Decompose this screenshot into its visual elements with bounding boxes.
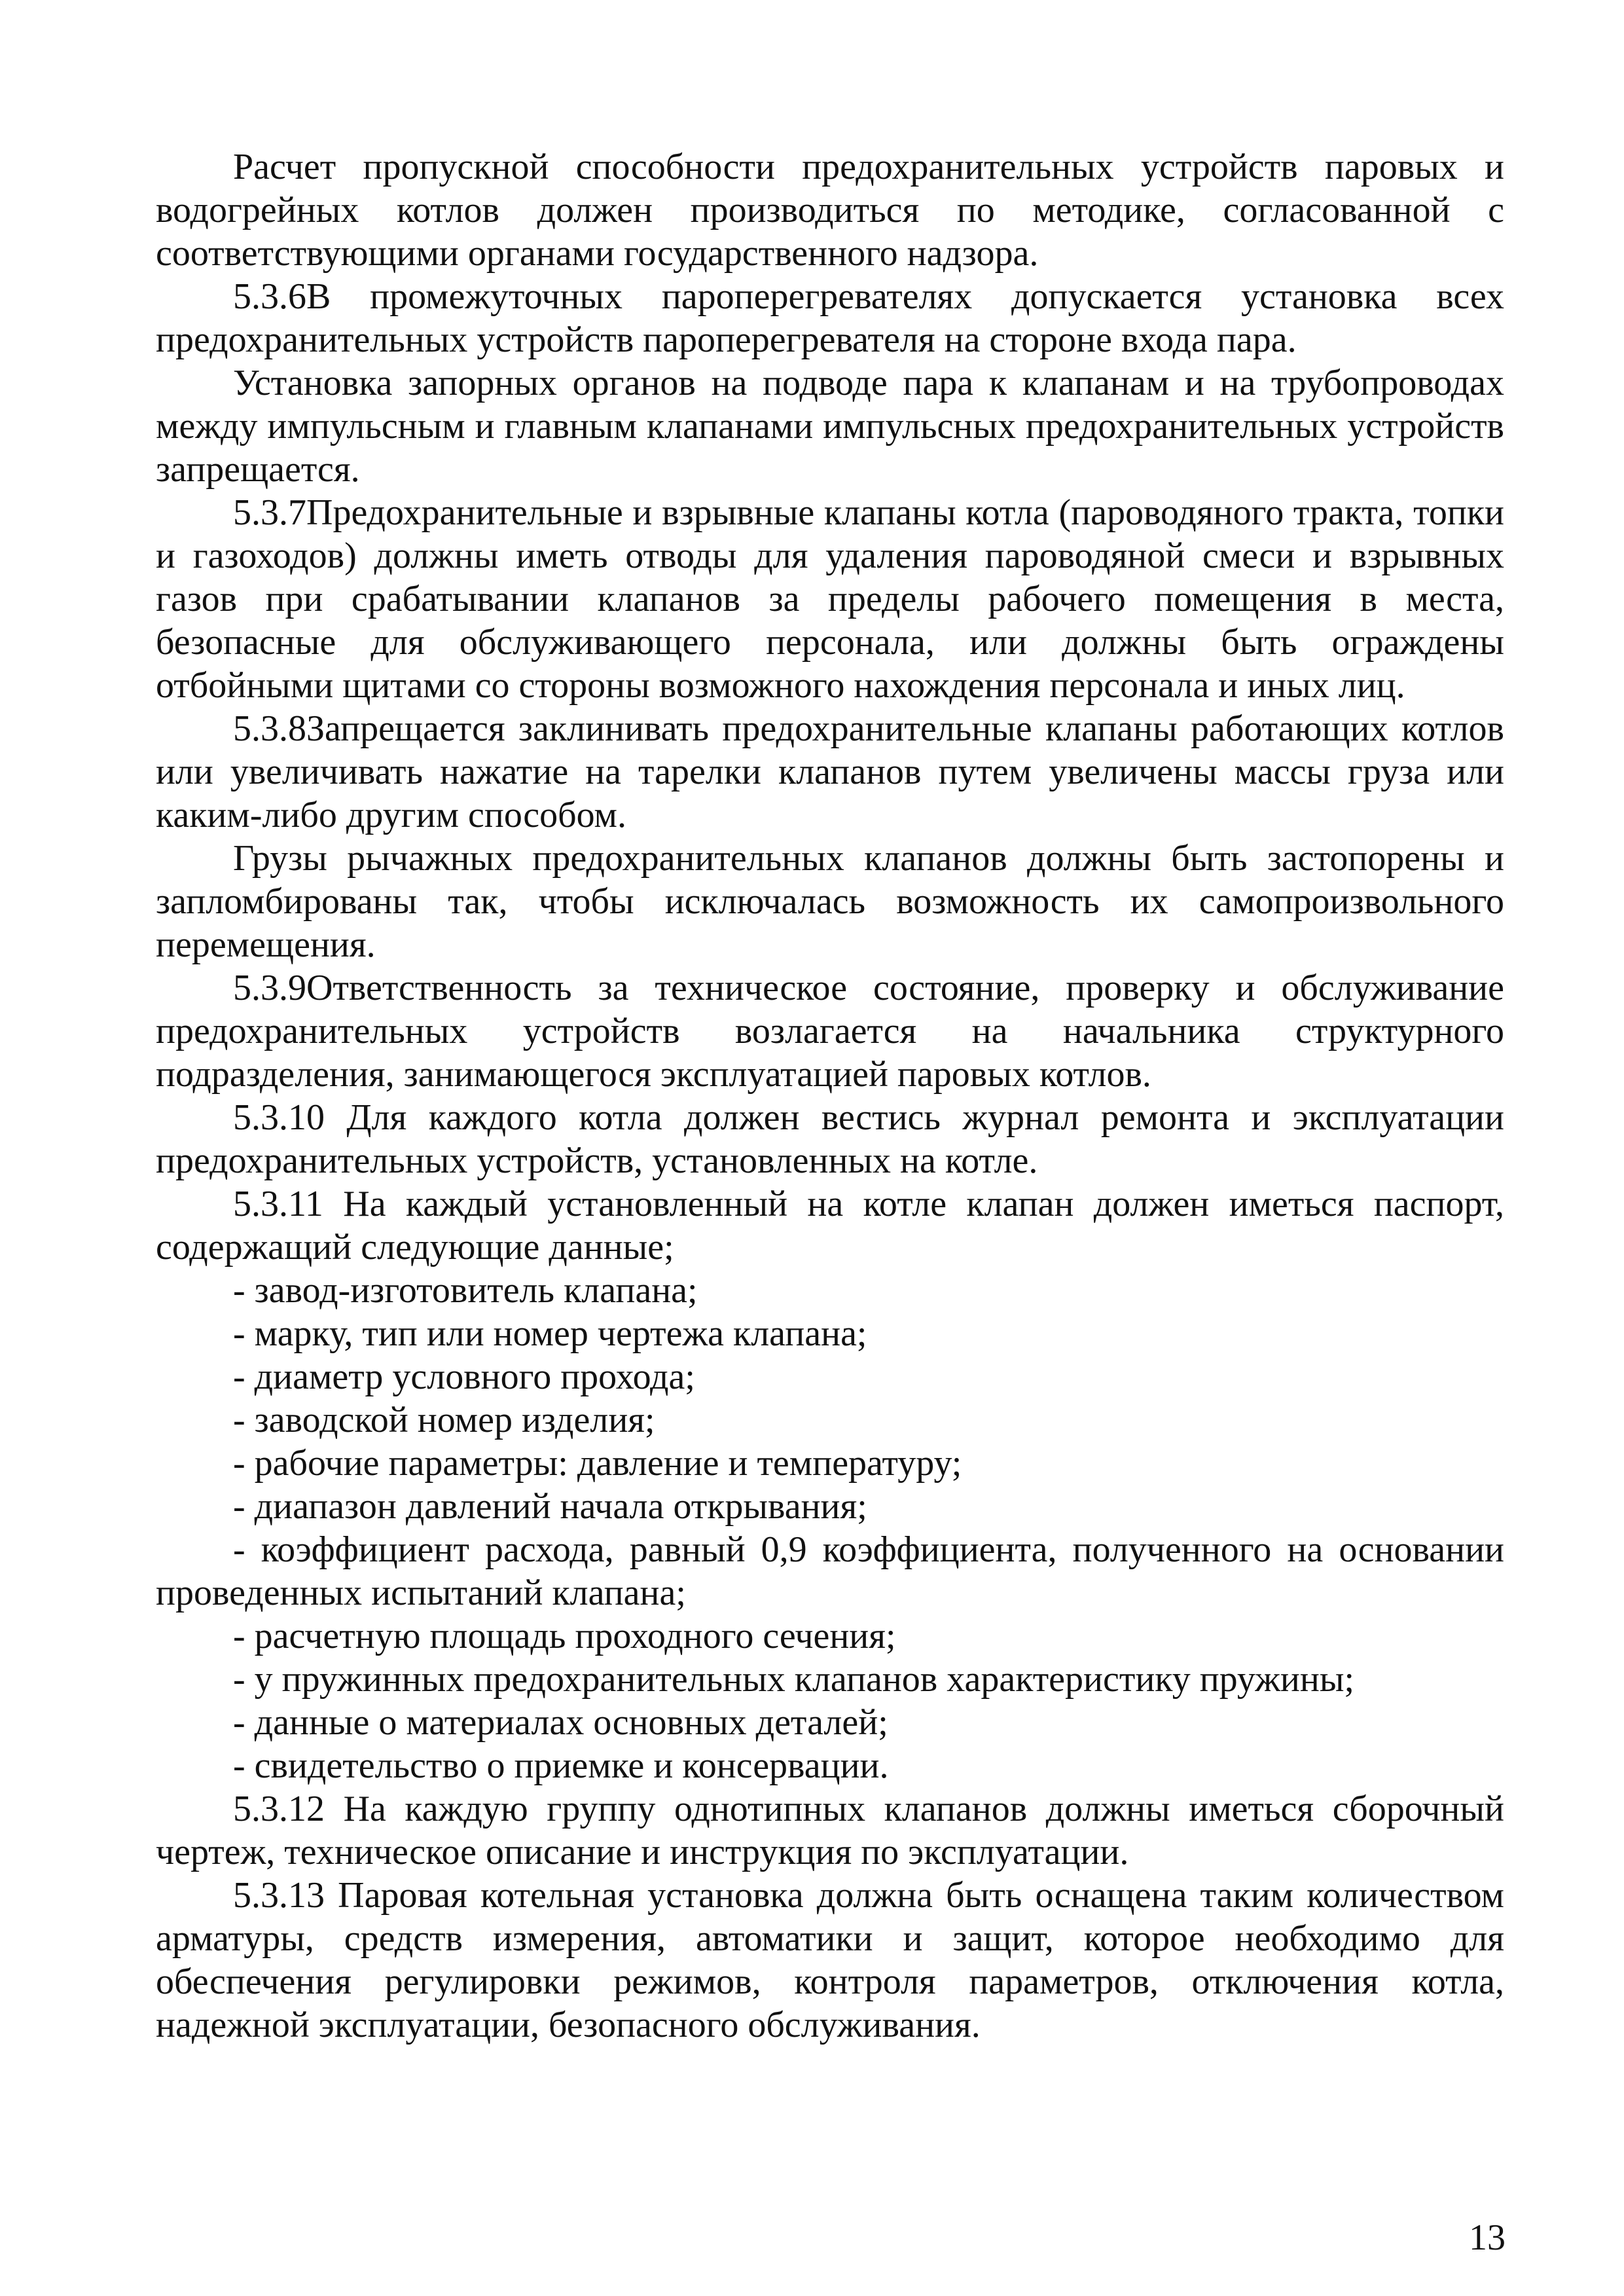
list-item: - свидетельство о приемке и консервации. bbox=[233, 1745, 889, 1786]
list-item: - заводской номер изделия; bbox=[233, 1400, 655, 1440]
paragraph-lever-weights: Грузы рычажных предохранительных клапанов должны быть застопорены и запломбированы так, чтобы исключалась возможность их самопроизвольного перемещения. bbox=[156, 838, 1504, 965]
body-text bbox=[156, 145, 1504, 2047]
list-item: - у пружинных предохранительных клапанов характеристику пружины; bbox=[233, 1659, 1355, 1700]
list-item: - коэффициент расхода, равный 0,9 коэффициента, полученного на основании проведенных испытаний клапана; bbox=[156, 1529, 1504, 1613]
paragraph-5-3-9: 5.3.9Ответственность за техническое состояние, проверку и обслуживание предохранительных устройств возлагается на начальника структурного подразделения, занимающегося эксплуатацией паровых котлов. bbox=[156, 968, 1504, 1095]
list-item: - диапазон давлений начала открывания; bbox=[233, 1486, 867, 1527]
list-item: - марку, тип или номер чертежа клапана; bbox=[233, 1313, 867, 1354]
list-item: - диаметр условного прохода; bbox=[233, 1357, 695, 1397]
paragraph-5-3-6: 5.3.6В промежуточных пароперегревателях допускается установка всех предохранительных устройств пароперегревателя на стороне входа пара. bbox=[156, 276, 1504, 360]
paragraph-5-3-10: 5.3.10 Для каждого котла должен вестись журнал ремонта и эксплуатации предохранительных устройств, установленных на котле. bbox=[156, 1097, 1504, 1181]
list-item: - рабочие параметры: давление и температуру; bbox=[233, 1443, 962, 1484]
paragraph-throughput-calculation: Расчет пропускной способности предохранительных устройств паровых и водогрейных котлов должен производиться по методике, согласованной с соответствующими органами государственного надзора. bbox=[156, 147, 1504, 274]
paragraph-5-3-11: 5.3.11 На каждый установленный на котле клапан должен иметься паспорт, содержащий следующие данные; bbox=[156, 1184, 1504, 1267]
list-item: - данные о материалах основных деталей; bbox=[233, 1702, 888, 1743]
list-item: - расчетную площадь проходного сечения; bbox=[233, 1616, 896, 1656]
list-item: - завод-изготовитель клапана; bbox=[233, 1270, 698, 1311]
paragraph-5-3-12: 5.3.12 На каждую группу однотипных клапанов должны иметься сборочный чертеж, техническое описание и инструкция по эксплуатации. bbox=[156, 1789, 1504, 1872]
page-number: 13 bbox=[1469, 2217, 1506, 2258]
paragraph-5-3-8: 5.3.8Запрещается заклинивать предохранительные клапаны работающих котлов или увеличивать нажатие на тарелки клапанов путем увеличены массы груза или каким-либо другим способом. bbox=[156, 708, 1504, 835]
paragraph-5-3-7: 5.3.7Предохранительные и взрывные клапаны котла (пароводяного тракта, топки и газоходов) должны иметь отводы для удаления пароводяной смеси и взрывных газов при срабатывании клапанов за пределы рабочего помещения в места, безопасные для обслуживающего персонала, или должны быть ограждены отбойными щитами со стороны возможного нахождения персонала и иных лиц. bbox=[156, 492, 1504, 706]
paragraph-shutoff-prohibition: Установка запорных органов на подводе пара к клапанам и на трубопроводах между импульсным и главным клапанами импульсных предохранительных устройств запрещается. bbox=[156, 363, 1504, 490]
paragraph-5-3-13: 5.3.13 Паровая котельная установка должна быть оснащена таким количеством арматуры, средств измерения, автоматики и защит, которое необходимо для обеспечения регулировки режимов, контроля параметров, отключения котла, надежной эксплуатации, безопасного обслуживания. bbox=[156, 1875, 1504, 2045]
